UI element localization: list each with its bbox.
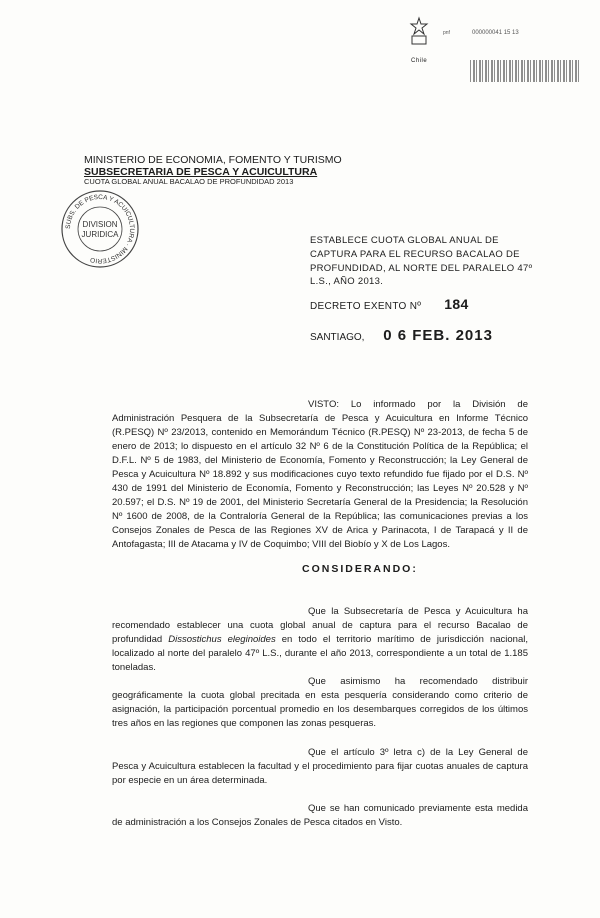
decree-number-line: [310, 296, 469, 312]
p1-text-after: en todo el territorio marítimo de jurisdicción nacional, localizado al norte del paralelo 47º L.S., durante el año 2013, correspondiente a un total de 1.185 toneladas.: [112, 634, 528, 673]
document-subject-line: CUOTA GLOBAL ANUAL BACALAO DE PROFUNDIDAD 2013: [84, 177, 294, 187]
considerando-heading: CONSIDERANDO:: [302, 563, 418, 575]
barcode-text: 000000041 15 13: [472, 30, 519, 36]
considerando-paragraph-2: Que asimismo ha recomendado distribuir geográficamente la cuota global precitada en esta pesquería considerando como criterio de asignación, la participación porcentual promedio en los desembarques corregidos de los últimos tres años en las regiones que componen las zonas pesqueras.: [112, 676, 528, 729]
stamp-ring-text: SUBS. DE PESCA Y ACUICULTURA · MINISTERIO: [64, 193, 136, 265]
barcode-image: [470, 60, 580, 82]
crest-label: Chile: [411, 58, 428, 64]
place-label: SANTIAGO,: [310, 332, 365, 343]
considerando-paragraph-1: [112, 605, 528, 675]
document-header: [84, 154, 342, 187]
decree-title: ESTABLECE CUOTA GLOBAL ANUAL DE CAPTURA PARA EL RECURSO BACALAO DE PROFUNDIDAD, AL NORTE DEL PARALELO 47º L.S., AÑO 2013.: [310, 235, 533, 288]
chile-crest-icon: [408, 16, 430, 46]
stamp-center-line1: DIVISION: [82, 220, 118, 229]
decree-date: 0 6 FEB. 2013: [383, 327, 493, 344]
considerando-paragraph-4: Que se han comunicado previamente esta medida de administración a los Consejos Zonales de Pesca citados en Visto.: [112, 803, 528, 828]
place-date-line: [310, 327, 493, 344]
p1-text-before: Que la Subsecretaría de Pesca y Acuicultura ha recomendado establecer una cuota global anual de captura para el recurso Bacalao de profundidad: [112, 606, 528, 645]
decree-number: 184: [444, 296, 469, 312]
division-juridica-stamp: [60, 189, 140, 269]
subsecretaria-name: SUBSECRETARIA DE PESCA Y ACUICULTURA: [84, 166, 318, 179]
ministry-name: MINISTERIO DE ECONOMIA, FOMENTO Y TURISMO: [84, 154, 342, 166]
stamp-center-line2: JURIDICA: [81, 230, 119, 239]
p1-species-name: Dissostichus eleginoides: [168, 634, 276, 645]
considerando-paragraph-3: Que el artículo 3º letra c) de la Ley General de Pesca y Acuicultura establecen la facultad y el procedimiento para fijar cuotas anuales de captura por especie en un área determinada.: [112, 747, 528, 786]
decree-label: DECRETO EXENTO Nº: [310, 301, 422, 312]
barcode-small-text: pnf: [443, 30, 450, 36]
visto-paragraph: VISTO: Lo informado por la División de Administración Pesquera de la Subsecretaría de Pesca y Acuicultura en Informe Técnico (R.PESQ) Nº 23/2013, contenido en Memorándum Técnico (R.PESQ) Nº 23-2013, de fecha 5 de enero de 2013; lo dispuesto en el artículo 32 Nº 6 de la Constitución Política de la República; el D.F.L. Nº 5 de 1983, del Ministerio de Economía, Fomento y Reconstrucción; la Ley General de Pesca y Acuicultura Nº 18.892 y sus modificaciones cuyo texto refundido fue fijado por el D.S. Nº 430 de 1991 del Ministerio de Economía, Fomento y Reconstrucción; las Leyes Nº 20.528 y Nº 20.597; el D.S. Nº 19 de 2001, del Ministerio Secretaría General de la Presidencia; la Resolución Nº 1600 de 2008, de la Contraloría General de la República; las comunicaciones previas a los Consejos Zonales de Pesca de las Regiones XV de Arica y Parinacota, I de Tarapacá y II de Antofagasta; III de Atacama y IV de Coquimbo; VIII del Biobío y X de Los Lagos.: [112, 399, 528, 550]
